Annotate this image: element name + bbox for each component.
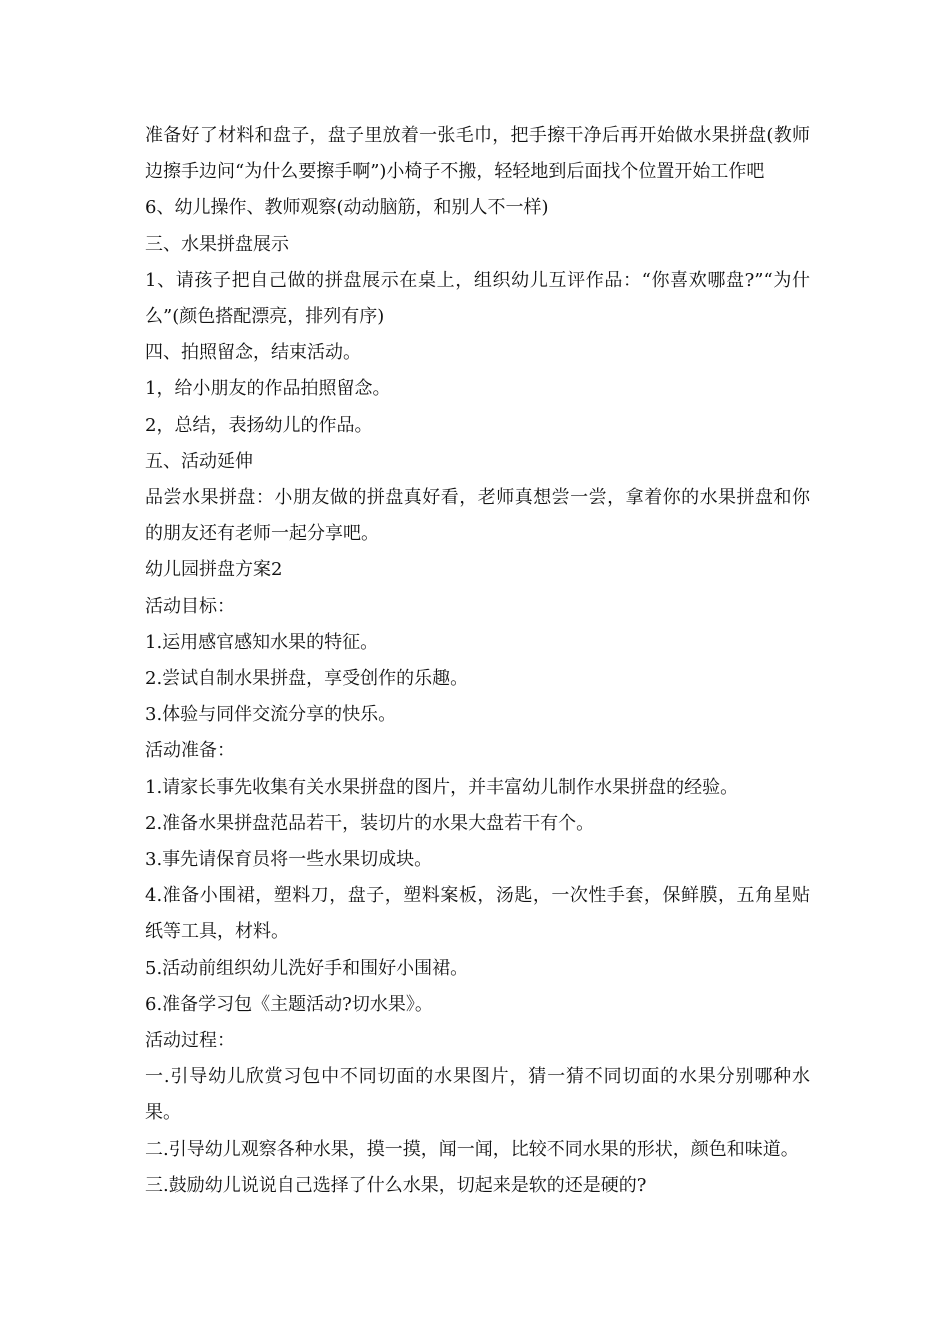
plan-title: 幼儿园拼盘方案2 xyxy=(145,559,283,581)
document-body xyxy=(145,118,810,1204)
list-item: 5.活动前组织幼儿洗好手和围好小围裙。 xyxy=(145,957,469,979)
paragraph: 6、幼儿操作、教师观察(动动脑筋，和别人不一样) xyxy=(145,197,549,219)
list-item: 6.准备学习包《主题活动?切水果》。 xyxy=(145,993,433,1015)
section-heading: 三、水果拼盘展示 xyxy=(145,233,289,255)
list-item: 4.准备小围裙，塑料刀，盘子，塑料案板，汤匙，一次性手套，保鲜膜，五角星贴纸等工具，材料。 xyxy=(145,885,810,943)
list-item: 3.体验与同伴交流分享的快乐。 xyxy=(145,704,397,726)
list-item: 一.引导幼儿欣赏习包中不同切面的水果图片，猜一猜不同切面的水果分别哪种水果。 xyxy=(145,1066,810,1124)
list-item: 3.事先请保育员将一些水果切成块。 xyxy=(145,849,433,871)
paragraph: 准备好了材料和盘子，盘子里放着一张毛巾，把手擦干净后再开始做水果拼盘(教师边擦手边问“为什么要擦手啊”)小椅子不搬，轻轻地到后面找个位置开始工作吧 xyxy=(145,125,810,183)
paragraph: 2，总结，表扬幼儿的作品。 xyxy=(145,414,373,436)
list-item: 1.请家长事先收集有关水果拼盘的图片，并丰富幼儿制作水果拼盘的经验。 xyxy=(145,776,739,798)
section-heading: 活动过程： xyxy=(145,1030,235,1052)
list-item: 1.运用感官感知水果的特征。 xyxy=(145,631,379,653)
list-item: 三.鼓励幼儿说说自己选择了什么水果，切起来是软的还是硬的? xyxy=(145,1174,647,1196)
paragraph: 1、请孩子把自己做的拼盘展示在桌上，组织幼儿互评作品：“你喜欢哪盘?”“为什么”(颜色搭配漂亮，排列有序) xyxy=(145,269,810,328)
section-heading: 活动准备： xyxy=(145,740,235,762)
section-heading: 活动目标： xyxy=(145,595,235,617)
section-heading: 五、活动延伸 xyxy=(145,450,253,472)
list-item: 2.尝试自制水果拼盘，享受创作的乐趣。 xyxy=(145,668,469,690)
paragraph: 品尝水果拼盘：小朋友做的拼盘真好看，老师真想尝一尝，拿着你的水果拼盘和你的朋友还有老师一起分享吧。 xyxy=(145,487,810,545)
paragraph: 1，给小朋友的作品拍照留念。 xyxy=(145,378,391,400)
list-item: 二.引导幼儿观察各种水果，摸一摸，闻一闻，比较不同水果的形状，颜色和味道。 xyxy=(145,1138,799,1160)
list-item: 2.准备水果拼盘范品若干，装切片的水果大盘若干有个。 xyxy=(145,812,595,834)
section-heading: 四、拍照留念，结束活动。 xyxy=(145,342,361,364)
